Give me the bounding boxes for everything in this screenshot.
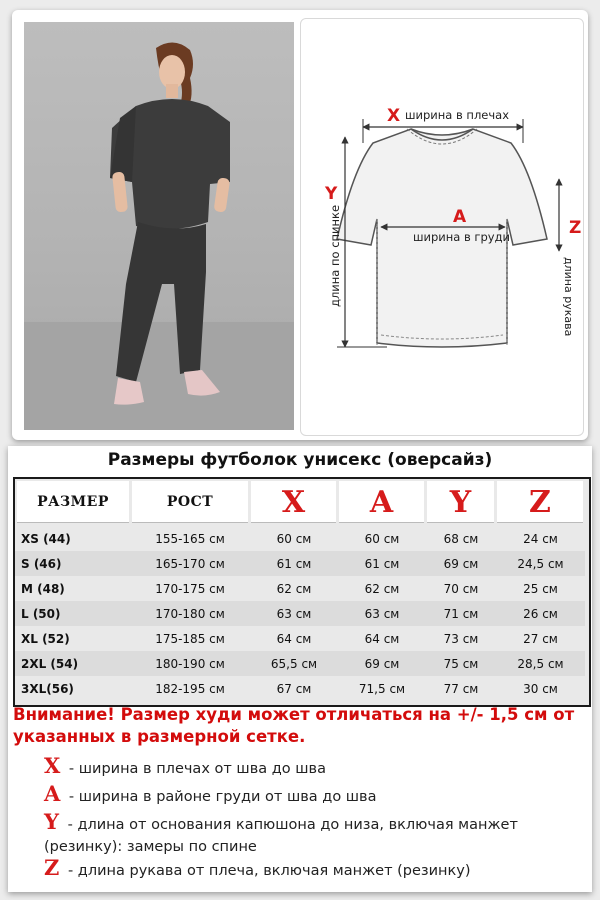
- table-row: [15, 626, 585, 651]
- size-table-body: [15, 526, 585, 701]
- size-table: [13, 477, 591, 707]
- z-label: длина рукава: [562, 257, 575, 337]
- table-cell: 26 см: [523, 606, 558, 621]
- legend-text: - длина рукава от плеча, включая манжет (резинку): [63, 863, 471, 879]
- table-cell: 67 см: [276, 681, 312, 696]
- legend-item-a: [44, 783, 564, 808]
- size-diagram: [300, 18, 584, 436]
- x-label: ширина в плечах: [405, 108, 510, 122]
- a-label: ширина в груди: [413, 230, 510, 244]
- table-cell: 71,5 см: [358, 681, 406, 696]
- legend-text: - длина от основания капюшона до низа, включая манжет (резинку): замеры по спине: [44, 817, 518, 855]
- header-a: A: [339, 481, 424, 523]
- size-chart-title: Размеры футболок унисекс (оверсайз): [107, 450, 493, 470]
- table-cell: 155-165 см: [155, 531, 225, 546]
- legend-text: - ширина в районе груди от шва до шва: [64, 789, 377, 805]
- table-cell: S (46): [21, 556, 62, 571]
- x-letter: X: [387, 106, 401, 126]
- header-y: Y: [427, 481, 494, 523]
- table-cell: 60 см: [364, 531, 400, 546]
- legend-item-x: [44, 755, 564, 780]
- table-row: [15, 676, 585, 701]
- legend-letter: Z: [44, 855, 60, 880]
- tshirt-diagram: [301, 19, 583, 435]
- table-cell: 69 см: [364, 656, 400, 671]
- header-x: X: [251, 481, 336, 523]
- table-cell: 25 см: [523, 581, 558, 596]
- table-cell: 175-185 см: [155, 631, 225, 646]
- table-row: [15, 651, 585, 676]
- table-cell: M (48): [21, 581, 65, 596]
- table-cell: 2XL (54): [21, 656, 79, 671]
- table-cell: 63 см: [364, 606, 400, 621]
- table-cell: 27 см: [523, 631, 558, 646]
- y-label: длина по спинке: [328, 204, 342, 307]
- table-cell: 62 см: [364, 581, 400, 596]
- table-cell: 73 см: [443, 631, 479, 646]
- table-cell: 69 см: [443, 556, 479, 571]
- table-cell: 180-190 см: [155, 656, 225, 671]
- size-table-header: [17, 481, 583, 523]
- legend-text: - ширина в плечах от шва до шва: [64, 761, 326, 777]
- table-cell: 65,5 см: [270, 656, 318, 671]
- table-cell: 24,5 см: [517, 556, 564, 571]
- table-cell: XS (44): [21, 531, 71, 546]
- header-height: РОСТ: [132, 481, 248, 523]
- legend-item-y: [44, 811, 564, 858]
- table-cell: 61 см: [364, 556, 400, 571]
- table-row: [15, 576, 585, 601]
- table-cell: L (50): [21, 606, 61, 621]
- table-cell: 61 см: [276, 556, 312, 571]
- table-row: [15, 601, 585, 626]
- table-cell: 77 см: [443, 681, 479, 696]
- product-images-card: [12, 10, 588, 440]
- table-row: [15, 551, 585, 576]
- table-cell: 28,5 см: [517, 656, 564, 671]
- table-cell: 64 см: [364, 631, 400, 646]
- legend-letter: X: [44, 753, 61, 778]
- table-cell: 71 см: [443, 606, 479, 621]
- legend-item-z: [44, 857, 564, 882]
- legend-letter: Y: [44, 809, 59, 834]
- table-cell: 165-170 см: [155, 556, 225, 571]
- table-cell: 68 см: [443, 531, 479, 546]
- table-cell: 60 см: [276, 531, 312, 546]
- table-cell: 182-195 см: [155, 681, 225, 696]
- table-cell: 64 см: [276, 631, 312, 646]
- size-warning: Внимание! Размер худи может отличаться на +/- 1,5 см от указанных в размерной сетке.: [13, 705, 575, 746]
- table-cell: 30 см: [523, 681, 558, 696]
- table-cell: 70 см: [443, 581, 479, 596]
- z-letter: Z: [569, 218, 582, 238]
- model-photo: [24, 22, 294, 430]
- table-cell: 3XL(56): [21, 681, 74, 696]
- legend-letter: A: [44, 781, 61, 806]
- table-row: [15, 526, 585, 551]
- header-z: Z: [497, 481, 583, 523]
- size-chart-card: [8, 446, 592, 892]
- table-cell: 63 см: [276, 606, 312, 621]
- table-cell: 75 см: [443, 656, 479, 671]
- table-cell: 62 см: [276, 581, 312, 596]
- table-cell: 170-180 см: [155, 606, 225, 621]
- table-cell: 24 см: [523, 531, 558, 546]
- model-illustration: [24, 22, 294, 430]
- table-cell: 170-175 см: [155, 581, 225, 596]
- y-letter: Y: [325, 184, 338, 204]
- a-letter: A: [453, 207, 467, 227]
- table-cell: XL (52): [21, 631, 70, 646]
- header-size: РАЗМЕР: [17, 481, 129, 523]
